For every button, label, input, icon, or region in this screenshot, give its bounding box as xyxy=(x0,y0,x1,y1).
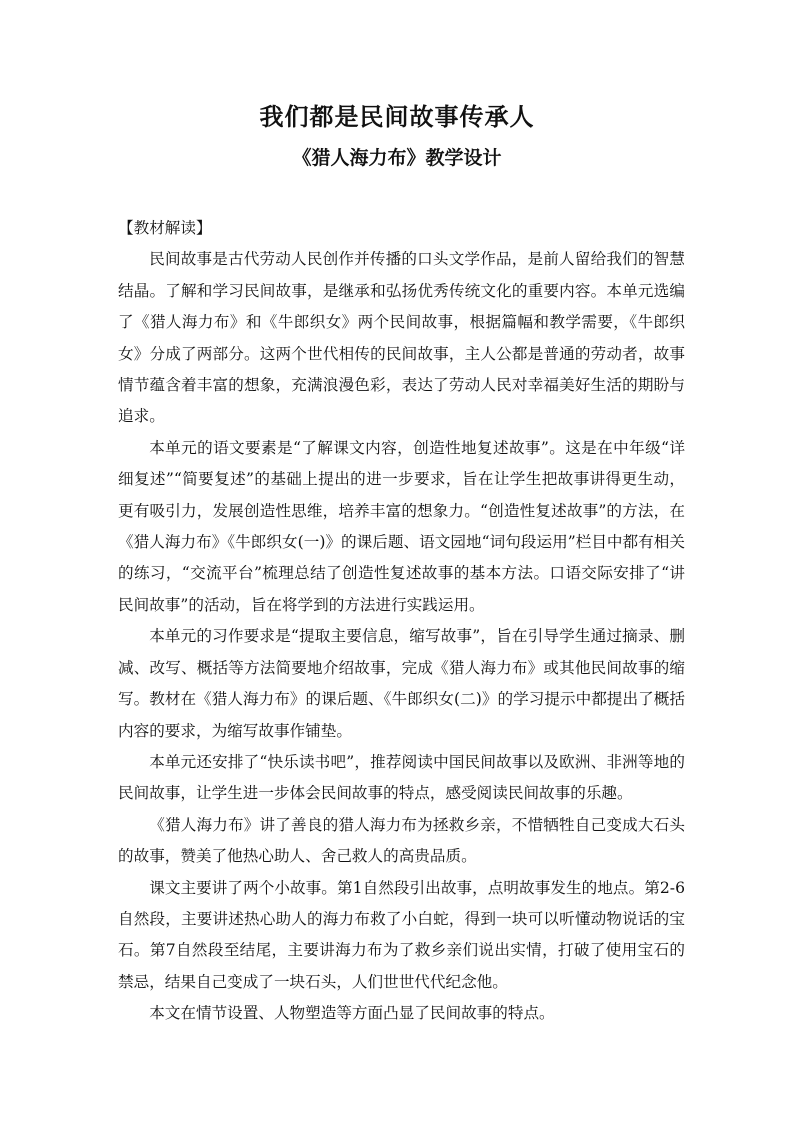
section-heading: 【教材解读】 xyxy=(118,219,212,237)
page-title: 我们都是民间故事传承人 xyxy=(259,102,535,131)
paragraph-5: 《猎人海力布》讲了善良的猎人海力布为拯救乡亲，不惜牺牲自己变成大石头的故事，赞美了他热心助人、舍己救人的高贵品质。 xyxy=(118,815,685,866)
page-subtitle: 《猎人海力布》教学设计 xyxy=(292,147,502,169)
paragraph-7: 本文在情节设置、人物塑造等方面凸显了民间故事的特点。 xyxy=(149,1004,555,1023)
document-body xyxy=(118,213,685,1030)
paragraph-4: 本单元还安排了“快乐读书吧”，推荐阅读中国民间故事以及欧洲、非洲等地的民间故事，让学生进一步体会民间故事的特点，感受阅读民间故事的乐趣。 xyxy=(118,752,685,803)
paragraph-2: 本单元的语文要素是“了解课文内容，创造性地复述故事”。这是在中年级“详细复述”“简要复述”的基础上提出的进一步要求，旨在让学生把故事讲得更生动，更有吸引力，发展创造性思维，培养丰富的想象力。“创造性复述故事”的方法，在《猎人海力布》《牛郎织女(一)》的课后题、语文园地“词句段运用”栏目中都有相关的练习，“交流平台”梳理总结了创造性复述故事的基本方法。口语交际安排了“讲民间故事”的活动，旨在将学到的方法进行实践运用。 xyxy=(118,438,685,614)
paragraph-3: 本单元的习作要求是“提取主要信息，缩写故事”，旨在引导学生通过摘录、删减、改写、概括等方法简要地介绍故事，完成《猎人海力布》或其他民间故事的缩写。教材在《猎人海力布》的课后题、《牛郎织女(二)》的学习提示中都提出了概括内容的要求，为缩写故事作铺垫。 xyxy=(118,627,685,740)
paragraph-6: 课文主要讲了两个小故事。第1自然段引出故事，点明故事发生的地点。第2-6自然段，主要讲述热心助人的海力布救了小白蛇，得到一块可以听懂动物说话的宝石。第7自然段至结尾，主要讲海力布为了救乡亲们说出实情，打破了使用宝石的禁忌，结果自己变成了一块石头，人们世世代代纪念他。 xyxy=(118,878,685,991)
paragraph-1: 民间故事是古代劳动人民创作并传播的口头文学作品，是前人留给我们的智慧结晶。了解和学习民间故事，是继承和弘扬优秀传统文化的重要内容。本单元选编了《猎人海力布》和《牛郎织女》两个民间故事，根据篇幅和教学需要，《牛郎织女》分成了两部分。这两个世代相传的民间故事，主人公都是普通的劳动者，故事情节蕴含着丰富的想象，充满浪漫色彩，表达了劳动人民对幸福美好生活的期盼与追求。 xyxy=(118,250,685,426)
